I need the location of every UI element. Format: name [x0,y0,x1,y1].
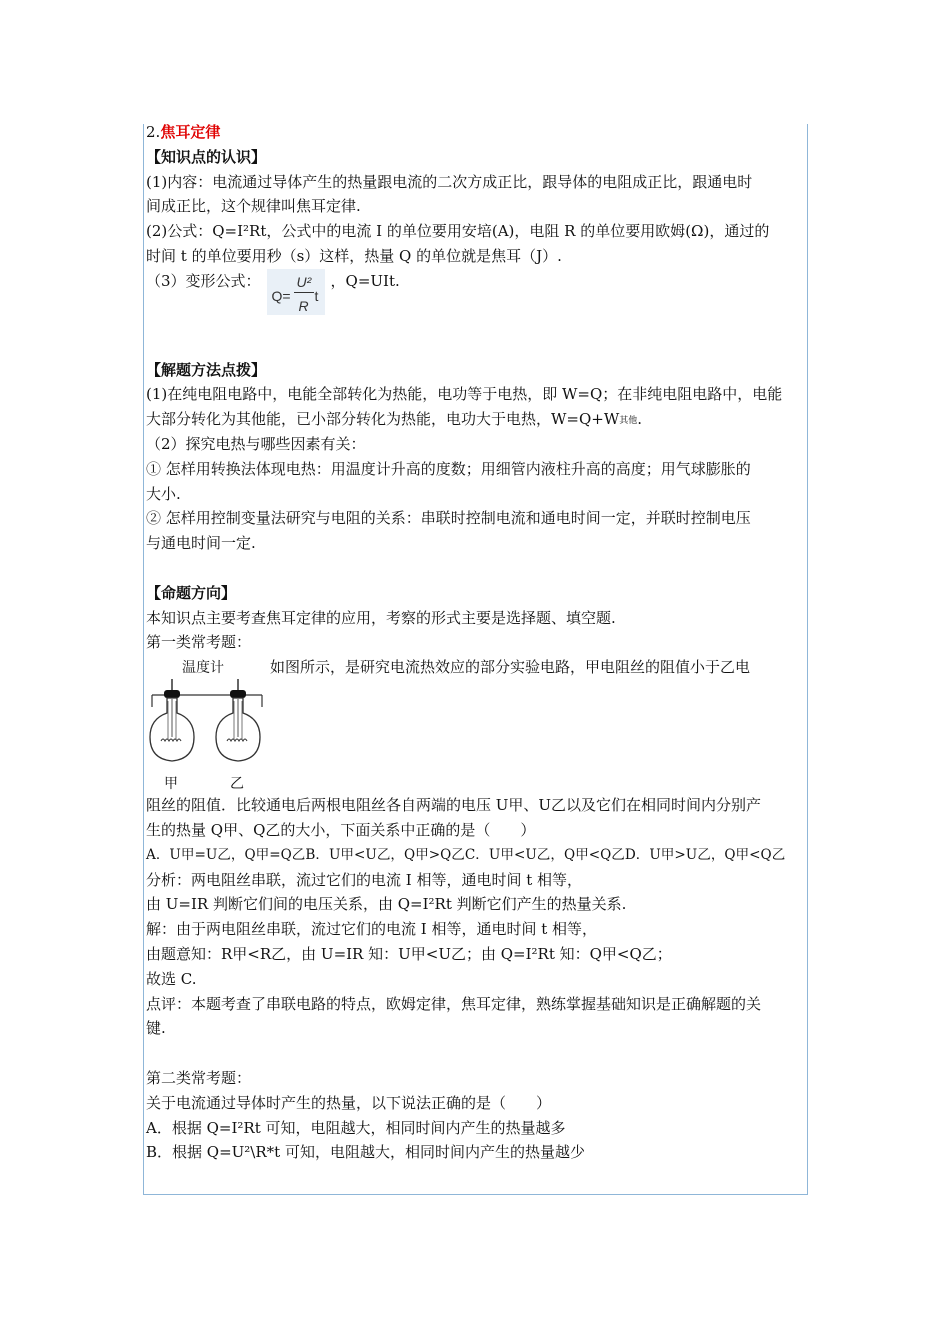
question2-option-b: B．根据 Q=U²\R*t 可知，电阻越大，相同时间内产生的热量越少 [146,1143,585,1162]
formula-suffix: ，Q=UIt. [330,271,400,290]
knowledge-line-3: (2)公式：Q=I²Rt，公式中的电流 I 的单位要用安培(A)，电阻 R 的单位要用欧姆(Ω)，通过的 [146,222,770,241]
method-line-2 [146,407,806,432]
method-line-7: 与通电时间一定. [146,534,256,553]
method-line-4: ① 怎样用转换法体现电热：用温度计升高的度数；用细管内液柱升高的高度；用气球膨胀的 [146,459,751,478]
section-number: 2. [146,123,161,141]
method-heading: 【解题方法点拨】 [146,360,267,379]
formula-numerator: U² [296,273,312,290]
spacer [146,321,806,346]
direction-line-1: 本知识点主要考查焦耳定律的应用，考察的形式主要是选择题、填空题. [146,608,616,627]
thermometer-label: 温度计 [182,659,224,676]
document-content [146,120,806,1165]
question2-line-1: 关于电流通过导体时产生的热量，以下说法正确的是（ ） [146,1093,552,1112]
question2-option-a: A．根据 Q=I²Rt 可知，电阻越大，相同时间内产生的热量越多 [146,1118,566,1137]
question1-line-1: 如图所示，是研究电流热效应的部分实验电路，甲电阻丝的阻值小于乙电 [270,658,751,677]
question1-line-2: 阻丝的阻值．比较通电后两根电阻丝各自两端的电压 U甲、U乙以及它们在相同时间内分别产 [146,796,762,815]
comment-line-2: 键. [146,1019,166,1038]
bulb-jia-label: 甲 [164,775,178,792]
analysis-line-2: 由 U=IR 判断它们间的电压关系，由 Q=I²Rt 判断它们产生的热量关系. [146,895,627,914]
section-title [146,120,806,145]
method-line-6: ② 怎样用控制变量法研究与电阻的关系：串联时控制电流和通电时间一定，并联时控制电压 [146,509,751,528]
spacer [146,1041,806,1066]
knowledge-line-2: 间成正比，这个规律叫焦耳定律. [146,197,361,216]
method-line-3: （2）探究电热与哪些因素有关： [146,434,366,453]
method-line-2-end: . [637,410,643,429]
solution-line-1: 解：由于两电阻丝串联，流过它们的电流 I 相等，通电时间 t 相等， [146,920,598,939]
solution-line-3: 故选 C. [146,969,197,988]
spacer [146,346,806,358]
section-title-text: 焦耳定律 [160,123,221,141]
direction-heading: 【命题方向】 [146,583,237,602]
formula-q: Q= [271,287,291,304]
knowledge-line-4: 时间 t 的单位要用秒（s）这样，热量 Q 的单位就是焦耳（J）. [146,246,562,265]
method-line-5: 大小. [146,484,181,503]
knowledge-heading: 【知识点的认识】 [146,147,267,166]
formula-intro: （3）变形公式： [146,271,261,290]
analysis-line-1: 分析：两电阻丝串联，流过它们的电流 I 相等，通电时间 t 相等， [146,870,583,889]
fraction-bar [294,292,314,293]
knowledge-line-5 [146,269,806,321]
knowledge-line-1: (1)内容：电流通过导体产生的热量跟电流的二次方成正比，跟导体的电阻成正比，跟通电时 [146,172,753,191]
method-line-1: (1)在纯电阻电路中，电能全部转化为热能，电功等于电热，即 W=Q；在非纯电阻电路中，电能 [146,385,783,404]
formula-t: t [314,287,319,304]
solution-line-2: 由题意知：R甲<R乙，由 U=IR 知：U甲<U乙；由 Q=I²Rt 知：Q甲<Q乙； [146,944,672,963]
bulb-yi-label: 乙 [230,775,244,792]
question1-line-3: 生的热量 Q甲、Q乙的大小，下面关系中正确的是（ ） [146,820,536,839]
experiment-figure [146,655,268,793]
type1-label: 第一类常考题： [146,633,252,652]
spacer [146,556,806,581]
formula-image [267,269,325,315]
type2-label: 第二类常考题： [146,1068,252,1087]
question1-figure-row [146,655,806,793]
comment-line-1: 点评：本题考查了串联电路的特点，欧姆定律，焦耳定律，熟练掌握基础知识是正确解题的关 [146,994,762,1013]
question1-options: A．U甲=U乙，Q甲=Q乙B．U甲<U乙，Q甲>Q乙C．U甲<U乙，Q甲<Q乙D．U甲>U乙，Q甲<Q乙 [146,846,786,863]
formula-denominator: R [298,297,309,314]
method-line-2-text: 大部分转化为其他能，已小部分转化为热能，电功大于电热，W=Q+W [146,410,620,429]
method-line-2-sub: 其他 [619,416,638,427]
